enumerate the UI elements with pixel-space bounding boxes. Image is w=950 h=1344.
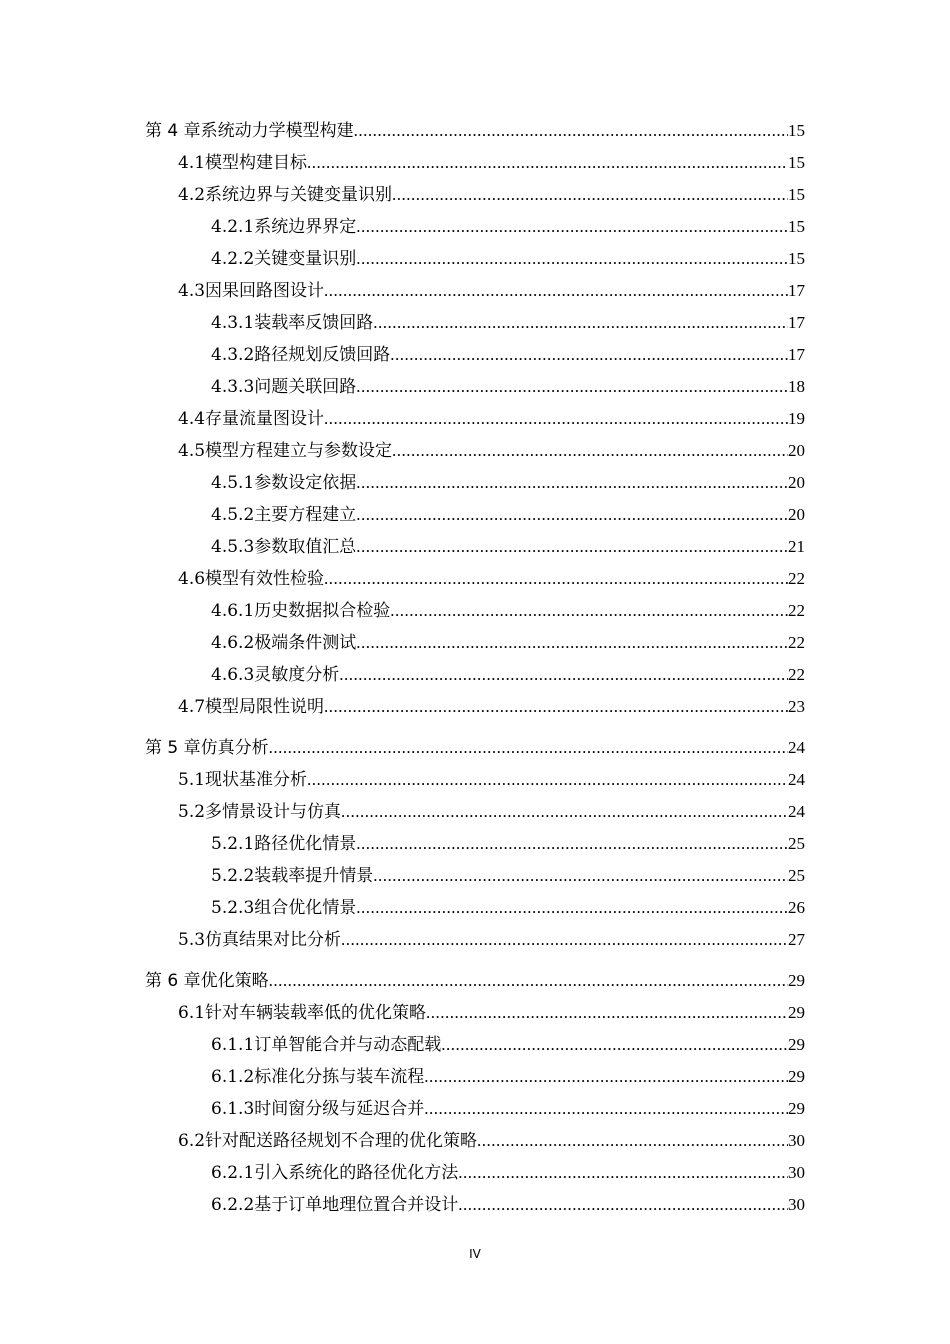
- dot-leader: [458, 1157, 788, 1189]
- dot-leader: [356, 211, 788, 243]
- table-of-contents: [0, 115, 950, 1221]
- toc-entry-page: 22: [788, 633, 805, 652]
- toc-entry-title: 仿真结果对比分析: [205, 930, 342, 950]
- toc-subsection[interactable]: [0, 307, 950, 339]
- toc-entry-title: 订单智能合并与动态配载: [254, 1035, 442, 1055]
- toc-section[interactable]: [0, 924, 950, 956]
- toc-entry-page: 30: [788, 1163, 805, 1182]
- dot-leader: [307, 147, 788, 179]
- toc-entry-page: 30: [788, 1195, 805, 1214]
- dot-leader: [390, 595, 788, 627]
- dot-leader: [392, 435, 788, 467]
- toc-section[interactable]: [0, 764, 950, 796]
- dot-leader: [354, 115, 788, 147]
- toc-subsection[interactable]: [0, 499, 950, 531]
- toc-entry-number: 4.2: [178, 185, 206, 205]
- toc-section[interactable]: [0, 179, 950, 211]
- toc-entry-title: 模型构建目标: [205, 153, 308, 173]
- toc-entry-page: 18: [788, 377, 805, 396]
- toc-entry-number: 4.5.1: [211, 473, 255, 493]
- toc-entry-title: 极端条件测试: [254, 633, 357, 653]
- toc-subsection[interactable]: [0, 860, 950, 892]
- toc-section[interactable]: [0, 563, 950, 595]
- toc-entry-title: 关键变量识别: [254, 249, 357, 269]
- toc-entry-title: 主要方程建立: [254, 505, 357, 525]
- dot-leader: [341, 924, 788, 956]
- toc-entry-number: 5.3: [178, 930, 206, 950]
- toc-entry-title: 现状基准分析: [205, 770, 308, 790]
- toc-entry-title: 灵敏度分析: [254, 665, 340, 685]
- toc-entry-page: 24: [788, 802, 805, 821]
- toc-entry-number: 6.2: [178, 1131, 206, 1151]
- toc-subsection[interactable]: [0, 659, 950, 691]
- toc-subsection[interactable]: [0, 243, 950, 275]
- toc-entry-title: 引入系统化的路径优化方法: [254, 1163, 459, 1183]
- toc-section[interactable]: [0, 147, 950, 179]
- dot-leader: [356, 531, 788, 563]
- dot-leader: [269, 965, 788, 997]
- dot-leader: [356, 828, 788, 860]
- toc-entry-page: 22: [788, 601, 805, 620]
- dot-leader: [356, 467, 788, 499]
- toc-subsection[interactable]: [0, 1189, 950, 1221]
- toc-subsection[interactable]: [0, 828, 950, 860]
- dot-leader: [356, 627, 788, 659]
- toc-entry-number: 5.2.1: [211, 834, 255, 854]
- toc-entry-page: 25: [788, 834, 805, 853]
- dot-leader: [373, 307, 788, 339]
- dot-leader: [441, 1029, 788, 1061]
- toc-entry-page: 15: [788, 249, 805, 268]
- toc-entry-page: 15: [788, 217, 805, 236]
- toc-subsection[interactable]: [0, 211, 950, 243]
- toc-entry-number: 4.5.2: [211, 505, 255, 525]
- toc-entry-page: 29: [788, 971, 805, 990]
- toc-entry-page: 21: [788, 537, 805, 556]
- toc-entry-number: 6.2.1: [211, 1163, 255, 1183]
- toc-entry-page: 25: [788, 866, 805, 885]
- toc-subsection[interactable]: [0, 1157, 950, 1189]
- toc-entry-page: 29: [788, 1099, 805, 1118]
- toc-subsection[interactable]: [0, 531, 950, 563]
- toc-entry-number: 4.4: [178, 409, 206, 429]
- toc-entry-title: 标准化分拣与装车流程: [254, 1067, 425, 1087]
- dot-leader: [324, 563, 788, 595]
- toc-entry-page: 20: [788, 505, 805, 524]
- toc-entry-page: 22: [788, 665, 805, 684]
- toc-entry-page: 24: [788, 738, 805, 757]
- dot-leader: [356, 499, 788, 531]
- toc-entry-title: 系统边界与关键变量识别: [205, 185, 393, 205]
- toc-section[interactable]: [0, 435, 950, 467]
- toc-entry-title: 装载率提升情景: [254, 866, 374, 886]
- toc-subsection[interactable]: [0, 339, 950, 371]
- toc-subsection[interactable]: [0, 1029, 950, 1061]
- dot-leader: [341, 796, 788, 828]
- toc-entry-number: 4.5: [178, 441, 206, 461]
- toc-section[interactable]: [0, 1125, 950, 1157]
- toc-entry-title: 针对配送路径规划不合理的优化策略: [205, 1131, 478, 1151]
- toc-subsection[interactable]: [0, 467, 950, 499]
- toc-subsection[interactable]: [0, 371, 950, 403]
- toc-entry-title: 路径规划反馈回路: [254, 345, 391, 365]
- toc-entry-page: 19: [788, 409, 805, 428]
- toc-entry-number: 4.3: [178, 281, 206, 301]
- toc-entry-title: 基于订单地理位置合并设计: [254, 1195, 459, 1215]
- toc-section[interactable]: [0, 796, 950, 828]
- toc-entry-title: 多情景设计与仿真: [205, 802, 342, 822]
- toc-entry-page: 20: [788, 473, 805, 492]
- toc-entry-number: 4.1: [178, 153, 206, 173]
- toc-entry-page: 15: [788, 185, 805, 204]
- dot-leader: [424, 1061, 788, 1093]
- toc-section[interactable]: [0, 275, 950, 307]
- toc-entry-page: 26: [788, 898, 805, 917]
- toc-entry-page: 23: [788, 697, 805, 716]
- dot-leader: [324, 691, 788, 723]
- toc-entry-title: 仿真分析: [200, 738, 269, 758]
- toc-subsection[interactable]: [0, 595, 950, 627]
- dot-leader: [324, 275, 788, 307]
- toc-entry-page: 29: [788, 1067, 805, 1086]
- toc-entry-title: 参数设定依据: [254, 473, 357, 493]
- toc-entry-title: 模型局限性说明: [205, 697, 325, 717]
- toc-entry-number: 6.1.2: [211, 1067, 255, 1087]
- toc-entry-number: 5.2.2: [211, 866, 255, 886]
- toc-entry-number: 4.6: [178, 569, 206, 589]
- dot-leader: [356, 371, 788, 403]
- toc-entry-title: 模型有效性检验: [205, 569, 325, 589]
- toc-entry-number: 4.6.1: [211, 601, 255, 621]
- toc-entry-number: 第 4 章: [145, 121, 201, 141]
- dot-leader: [356, 243, 788, 275]
- toc-entry-number: 4.2.1: [211, 217, 255, 237]
- toc-entry-title: 历史数据拟合检验: [254, 601, 391, 621]
- toc-entry-page: 27: [788, 930, 805, 949]
- toc-section[interactable]: [0, 691, 950, 723]
- dot-leader: [390, 339, 788, 371]
- dot-leader: [458, 1189, 788, 1221]
- toc-entry-number: 4.3.2: [211, 345, 255, 365]
- dot-leader: [373, 860, 788, 892]
- toc-entry-page: 17: [788, 281, 805, 300]
- toc-entry-page: 24: [788, 770, 805, 789]
- toc-entry-page: 30: [788, 1131, 805, 1150]
- toc-subsection[interactable]: [0, 892, 950, 924]
- toc-entry-number: 4.5.3: [211, 537, 255, 557]
- toc-entry-number: 4.2.2: [211, 249, 255, 269]
- toc-chapter[interactable]: [0, 732, 950, 764]
- toc-entry-title: 参数取值汇总: [254, 537, 357, 557]
- dot-leader: [477, 1125, 788, 1157]
- dot-leader: [307, 764, 788, 796]
- toc-entry-title: 模型方程建立与参数设定: [205, 441, 393, 461]
- toc-entry-page: 22: [788, 569, 805, 588]
- toc-entry-page: 17: [788, 313, 805, 332]
- toc-entry-number: 5.2.3: [211, 898, 255, 918]
- toc-entry-title: 问题关联回路: [254, 377, 357, 397]
- toc-entry-page: 29: [788, 1035, 805, 1054]
- toc-entry-number: 5.2: [178, 802, 206, 822]
- toc-entry-number: 6.1: [178, 1003, 206, 1023]
- toc-entry-title: 优化策略: [200, 971, 269, 991]
- dot-leader: [424, 1093, 788, 1125]
- toc-chapter[interactable]: [0, 965, 950, 997]
- toc-entry-page: 17: [788, 345, 805, 364]
- toc-section[interactable]: [0, 403, 950, 435]
- toc-entry-title: 存量流量图设计: [205, 409, 325, 429]
- toc-entry-title: 针对车辆装载率低的优化策略: [205, 1003, 427, 1023]
- toc-entry-number: 6.1.1: [211, 1035, 255, 1055]
- toc-entry-title: 系统边界界定: [254, 217, 357, 237]
- toc-subsection[interactable]: [0, 1061, 950, 1093]
- toc-entry-number: 第 6 章: [145, 971, 201, 991]
- dot-leader: [426, 997, 788, 1029]
- toc-chapter[interactable]: [0, 115, 950, 147]
- toc-section[interactable]: [0, 997, 950, 1029]
- dot-leader: [392, 179, 788, 211]
- toc-subsection[interactable]: [0, 627, 950, 659]
- toc-entry-number: 4.6.3: [211, 665, 255, 685]
- toc-subsection[interactable]: [0, 1093, 950, 1125]
- toc-entry-title: 因果回路图设计: [205, 281, 325, 301]
- toc-entry-number: 6.1.3: [211, 1099, 255, 1119]
- page-number: IV: [469, 1247, 481, 1261]
- dot-leader: [324, 403, 788, 435]
- toc-entry-number: 4.3.3: [211, 377, 255, 397]
- toc-entry-title: 系统动力学模型构建: [200, 121, 354, 141]
- toc-entry-page: 29: [788, 1003, 805, 1022]
- toc-entry-number: 4.6.2: [211, 633, 255, 653]
- toc-entry-page: 15: [788, 121, 805, 140]
- toc-entry-number: 第 5 章: [145, 738, 201, 758]
- toc-entry-number: 4.3.1: [211, 313, 255, 333]
- toc-entry-page: 20: [788, 441, 805, 460]
- toc-entry-title: 组合优化情景: [254, 898, 357, 918]
- toc-entry-title: 路径优化情景: [254, 834, 357, 854]
- toc-entry-number: 5.1: [178, 770, 206, 790]
- toc-entry-page: 15: [788, 153, 805, 172]
- toc-entry-title: 装载率反馈回路: [254, 313, 374, 333]
- toc-entry-number: 4.7: [178, 697, 206, 717]
- dot-leader: [356, 892, 788, 924]
- toc-entry-number: 6.2.2: [211, 1195, 255, 1215]
- toc-entry-title: 时间窗分级与延迟合并: [254, 1099, 425, 1119]
- dot-leader: [269, 732, 788, 764]
- dot-leader: [339, 659, 788, 691]
